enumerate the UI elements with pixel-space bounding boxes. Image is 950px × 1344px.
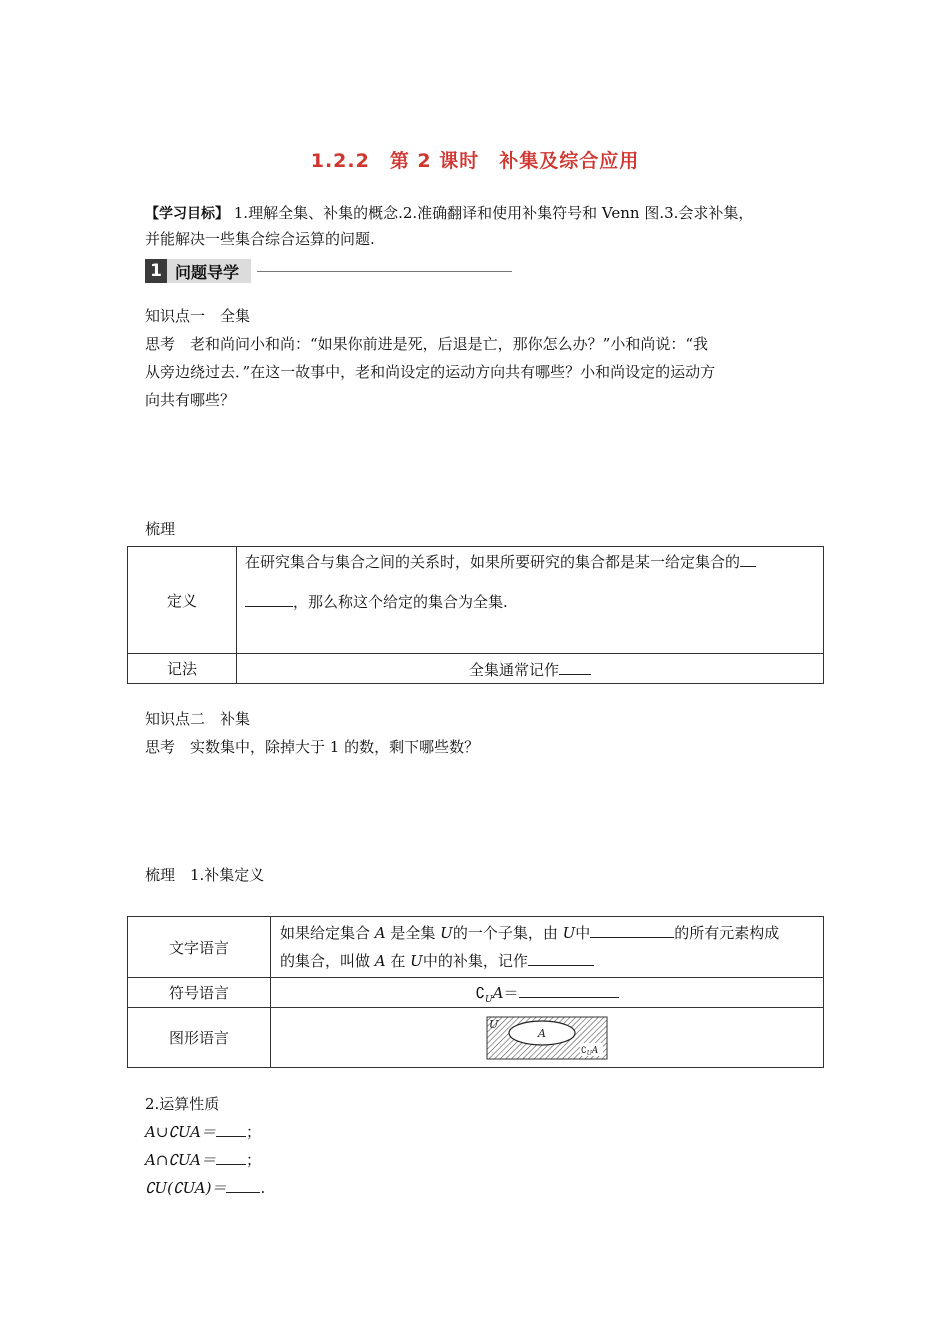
symbol-lang-content [271,978,824,1008]
page-title: 1.2.2 第 2 课时 补集及综合应用 [310,150,640,172]
venn-u-label: U [489,1017,499,1031]
learning-objectives [145,199,753,228]
prop-1-end: ； [245,1123,261,1141]
text-blank-2 [528,949,594,966]
complement-table [127,916,824,1068]
prop-1 [145,1118,261,1146]
text-part: 是全集 [385,924,441,942]
kp1-think-line2: 从旁边绕过去．”在这一故事中，老和尚设定的运动方向共有哪些？小和尚设定的运动方 [145,363,716,381]
section-rule [257,271,512,272]
kp1-heading: 知识点一 全集 [145,307,251,325]
def-line1: 在研究集合与集合之间的关系时，如果所要研究的集合都是某一给定集合的 [245,553,741,571]
text-blank-1 [590,921,674,938]
prop-2-blank [216,1148,246,1165]
prop-1-blank [216,1120,246,1137]
venn-a: A [591,1045,599,1056]
text-part: 如果给定集合 [280,924,375,942]
venn-diagram [486,1016,608,1060]
venn-sub: U [586,1049,592,1057]
text-part: 的集合，叫做 [280,952,375,970]
prop-3-end: . [260,1179,266,1197]
venn-c: ∁ [581,1045,587,1056]
set-a: A [492,983,504,1002]
complement-symbol: ∁ [475,983,486,1002]
objectives-line1: 1.理解全集、补集的概念.2.准确翻译和使用补集符号和 Venn 图.3.会求补集， [229,204,754,222]
equals: ＝ [503,983,519,1002]
set-a: A [374,952,386,970]
kp2-think: 思考 实数集中，除掉大于 1 的数，剩下哪些数？ [145,738,480,756]
set-u: U [440,924,453,942]
text-part: 的一个子集，由 [452,924,563,942]
kp1-shuli: 梳理 [145,520,176,538]
text-lang-content [271,917,824,978]
kp2-heading: 知识点二 补集 [145,710,251,728]
text-part: 中 [575,924,591,942]
objectives-line2: 并能解决一些集合综合运算的问题. [145,230,375,248]
prop-2 [145,1146,261,1174]
def-label: 定义 [128,547,237,654]
prop-1-expr: A∪∁UA＝ [145,1123,216,1141]
set-u: U [562,924,576,942]
def-blank-2 [245,590,293,607]
prop-3-expr: ∁U(∁UA)＝ [145,1179,227,1197]
set-a: A [374,924,386,942]
venn-a-label: A [538,1026,546,1040]
def-content [237,547,824,654]
section-number: 1 [145,259,167,283]
notation-label: 记法 [128,654,237,684]
def-line2: ，那么称这个给定的集合为全集. [293,593,508,611]
prop-2-end: ； [245,1151,261,1169]
text-part: 的所有元素构成 [674,924,780,942]
kp2-shuli: 梳理 1.补集定义 [145,866,265,884]
complement-sub: U [485,994,493,1005]
prop-3 [145,1174,265,1202]
prop-3-blank [226,1176,260,1193]
section-header [145,258,512,284]
objectives-label: 【学习目标】 [145,206,229,222]
def-blank-1 [740,550,756,567]
notation-text: 全集通常记作 [468,660,559,679]
section-label: 问题导学 [167,259,251,283]
kp1-think-line3: 向共有哪些？ [145,391,236,409]
symbol-lang-label: 符号语言 [128,978,271,1008]
notation-blank [559,658,591,675]
symbol-blank [519,981,619,998]
figure-lang-label: 图形语言 [128,1008,271,1068]
text-part: 中的补集，记作 [422,952,528,970]
set-u: U [410,952,423,970]
kp1-think-line1: 思考 老和尚问小和尚：“如果你前进是死，后退是亡，那你怎么办？”小和尚说：“我 [145,335,709,353]
props-heading: 2.运算性质 [145,1095,220,1113]
universal-set-table [127,546,824,684]
text-lang-label: 文字语言 [128,917,271,978]
figure-lang-content [271,1008,824,1068]
prop-2-expr: A∩∁UA＝ [145,1151,216,1169]
text-part: 在 [385,952,411,970]
notation-content [237,654,824,684]
